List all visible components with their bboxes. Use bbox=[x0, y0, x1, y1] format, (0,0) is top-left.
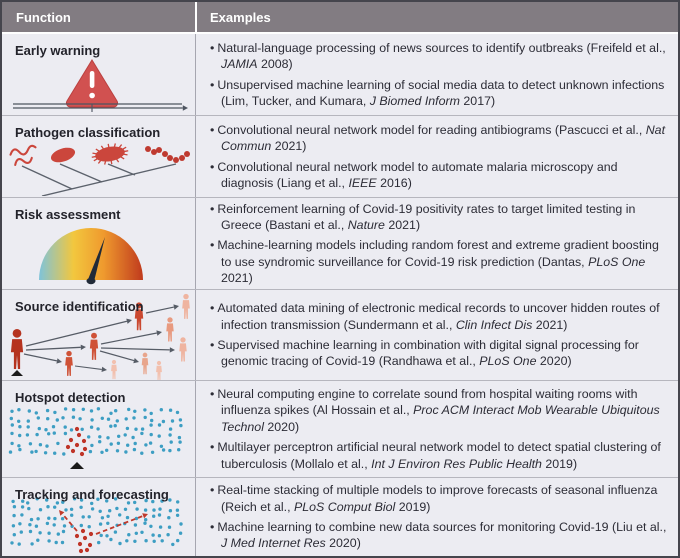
example-text: Machine-learning models including random forest and extreme gradient boosting to use syndromic surveillance for Covid-19 risk prediction (Dantas, bbox=[217, 238, 659, 269]
examples-cell bbox=[196, 116, 678, 197]
bullet-marker: • bbox=[210, 440, 215, 455]
bullet-marker: • bbox=[210, 301, 215, 316]
example-item bbox=[210, 482, 668, 515]
journal-name: Clin Infect Dis bbox=[455, 317, 533, 332]
example-item bbox=[210, 77, 668, 110]
example-text: 2021) bbox=[271, 139, 307, 154]
example-item bbox=[210, 237, 668, 286]
column-header-examples: Examples bbox=[210, 9, 271, 25]
function-cell bbox=[2, 34, 196, 115]
bullet-marker: • bbox=[210, 238, 215, 253]
example-list bbox=[210, 197, 668, 291]
example-text: 2020) bbox=[536, 354, 572, 369]
example-text: Reinforcement learning of Covid-19 positivity rates to target limited testing in Greece (Bastani et al., bbox=[217, 201, 636, 232]
example-item bbox=[210, 201, 668, 234]
journal-name: Int J Environ Res Public Health bbox=[371, 456, 542, 471]
example-text: 2021) bbox=[221, 271, 253, 286]
table-row bbox=[2, 289, 678, 380]
table-body bbox=[2, 34, 678, 556]
function-cell bbox=[2, 478, 196, 556]
journal-name: J Med Internet Res bbox=[221, 536, 326, 551]
bullet-marker: • bbox=[210, 40, 215, 55]
function-label: Source identification bbox=[15, 299, 144, 314]
table-row bbox=[2, 115, 678, 197]
journal-name: PLoS Comput Biol bbox=[294, 499, 396, 514]
example-list bbox=[210, 296, 668, 374]
examples-cell bbox=[196, 290, 678, 380]
example-list bbox=[210, 118, 668, 196]
example-text: Machine learning to combine new data sources for monitoring Covid-19 (Liu et al., bbox=[217, 520, 667, 534]
example-text: Neural computing engine to correlate sound from hospital waiting rooms with influenza spikes (Al Hossain et al., bbox=[217, 387, 638, 418]
bullet-marker: • bbox=[210, 201, 215, 216]
column-header-function: Function bbox=[2, 2, 197, 32]
example-text: 2020) bbox=[263, 419, 300, 434]
bullet-marker: • bbox=[210, 520, 215, 534]
example-text: 2019) bbox=[395, 499, 431, 514]
example-text: Convolutional neural network model to automate malaria microscopy and diagnosis (Liang et al., bbox=[217, 159, 618, 190]
function-cell bbox=[2, 290, 196, 380]
pathogen-phylogenetic-tree-icon bbox=[8, 142, 190, 196]
example-text: Convolutional neural network model for reading antibiograms (Pascucci et al., bbox=[217, 122, 646, 137]
forecast-arrows-dot-map-icon bbox=[7, 497, 191, 557]
journal-name: PLoS One bbox=[588, 254, 646, 269]
example-item bbox=[210, 122, 668, 155]
table-header-row bbox=[2, 2, 678, 34]
hotspot-dot-map-icon bbox=[7, 407, 191, 477]
example-text: 2020) bbox=[325, 536, 361, 551]
bullet-marker: • bbox=[210, 387, 215, 402]
example-text: 2017) bbox=[459, 93, 496, 108]
function-cell bbox=[2, 381, 196, 477]
example-text: 2019) bbox=[541, 456, 578, 471]
examples-cell bbox=[196, 381, 678, 477]
example-item bbox=[210, 337, 668, 370]
table-row bbox=[2, 477, 678, 556]
example-item bbox=[210, 300, 668, 333]
journal-name: Proc ACM Interact Mob Wearable Ubiquitous Technol bbox=[221, 403, 660, 434]
example-item bbox=[210, 159, 668, 192]
example-text: 2021) bbox=[384, 217, 421, 232]
bullet-marker: • bbox=[210, 338, 215, 352]
example-text: Real-time stacking of multiple models to improve forecasts of seasonal influenza (Reich et al., bbox=[217, 483, 658, 514]
example-text: Supervised machine learning in combination with digital signal processing for genomic tracing of Covid-19 (Randhawa et al., bbox=[217, 338, 639, 369]
journal-name: Nat Commun bbox=[221, 122, 666, 154]
warning-triangle-timeline-icon bbox=[10, 58, 192, 112]
bullet-marker: • bbox=[210, 77, 215, 92]
example-text: 2016) bbox=[376, 175, 412, 190]
example-text: Unsupervised machine learning of social media data to detect unknown infections (Lim, Tucker, and Kumara, bbox=[217, 77, 665, 108]
bullet-marker: • bbox=[210, 122, 215, 137]
example-text: 2008) bbox=[257, 57, 293, 72]
examples-cell bbox=[196, 478, 678, 556]
example-item bbox=[210, 439, 668, 472]
journal-name: J Biomed Inform bbox=[369, 93, 460, 108]
journal-name: Nature bbox=[347, 217, 385, 232]
example-item bbox=[210, 519, 668, 552]
examples-cell bbox=[196, 34, 678, 115]
bullet-marker: • bbox=[210, 159, 215, 174]
example-text: Multilayer perceptron artificial neural network model to detect spatial clustering of tuberculosis (Mollalo et al., bbox=[217, 440, 661, 471]
bullet-marker: • bbox=[210, 483, 215, 498]
journal-name: IEEE bbox=[348, 175, 377, 190]
function-cell bbox=[2, 116, 196, 197]
function-label: Risk assessment bbox=[15, 207, 121, 222]
example-item bbox=[210, 386, 668, 435]
table-row bbox=[2, 34, 678, 115]
example-text: Automated data mining of electronic medical records to uncover hidden routes of infection transmission (Sundermann et al., bbox=[217, 301, 660, 332]
function-label: Early warning bbox=[15, 43, 101, 58]
example-text: 2021) bbox=[532, 317, 568, 332]
example-list bbox=[210, 478, 668, 556]
risk-gauge-icon bbox=[36, 224, 148, 288]
example-text: Natural-language processing of news sources to identify outbreaks (Freifeld et al., bbox=[217, 40, 666, 55]
function-cell bbox=[2, 198, 196, 289]
table-row bbox=[2, 380, 678, 477]
function-label: Pathogen classification bbox=[15, 125, 161, 140]
example-list bbox=[210, 382, 668, 476]
example-item bbox=[210, 40, 668, 73]
function-label: Hotspot detection bbox=[15, 390, 126, 405]
table-row bbox=[2, 197, 678, 289]
function-label: Tracking and forecasting bbox=[15, 487, 169, 502]
journal-name: JAMIA bbox=[221, 57, 258, 72]
example-list bbox=[210, 36, 668, 114]
examples-cell bbox=[196, 198, 678, 289]
journal-name: PLoS One bbox=[479, 354, 537, 369]
